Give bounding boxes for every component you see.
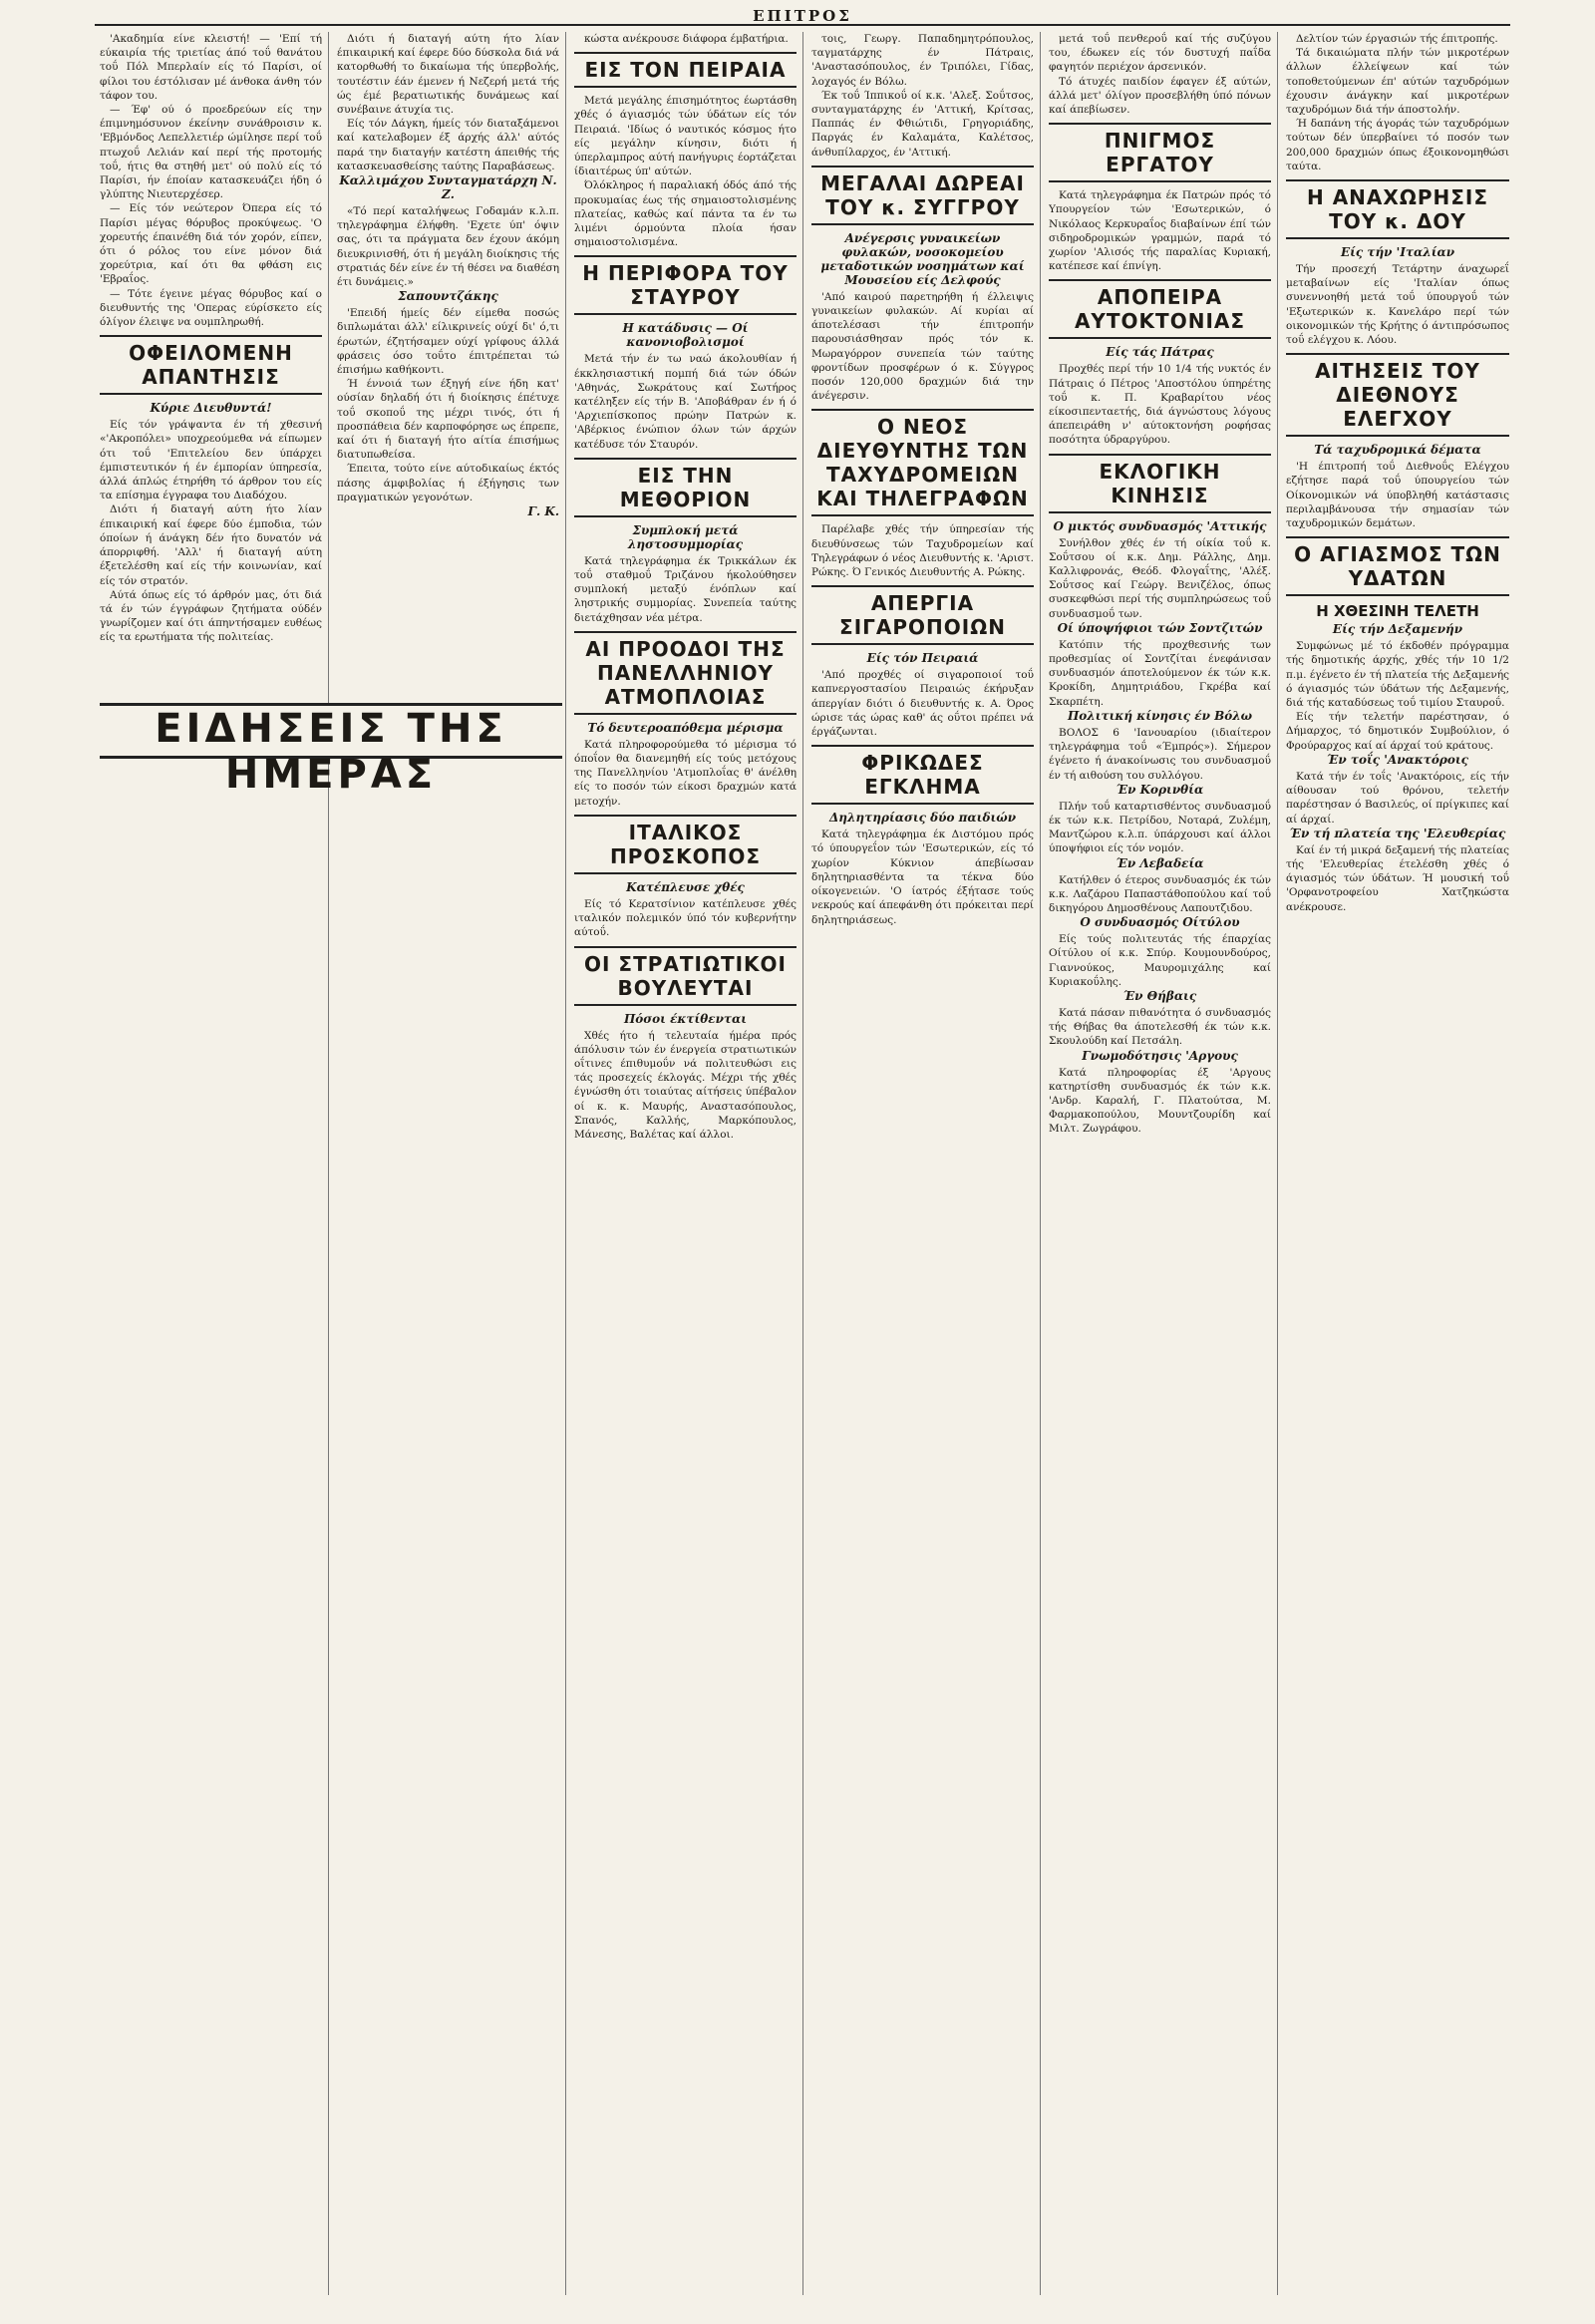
article-paragraph: Είς τόν Δάγκη, ήμείς τόν διαταξάμενοι καί κατελαβομεν έξ άρχής άλλ' αύτός παρά την διαταγήν κατέστη άπειθής τής κατασκευασθείσης ταύτης Παραβάσεως. [337, 118, 559, 172]
article-paragraph: Χθές ήτο ή τελευταία ήμέρα πρός άπόλυσιν τών έν ένεργεία στρατιωτικών οΐτινες έπιθυμοΰν νά πολιτευθώσι εις τάς προσεχείς έκλογάς. Μέχρι τής χθές έγνώσθη ότι τοιαύτας αίτήσεις ύπέβαλον οί κ. κ. Μαυρής, Αναστασόπουλος, Σπανός, Καλλής, Μαρκόπουλος, Μάνεσης, Βαλέτας καί άλλοι. [574, 1029, 797, 1141]
article-kicker: Έν Θήβαις [1122, 988, 1197, 1003]
article-paragraph: — Είς τόν νεώτερον Όπερα είς τό Παρίσι μέγας θόρυβος προκύψεως. 'Ο χορευτής έπαινέθη διά τόν χορόν, είπεν, ότι ό ρόλος του είνε μόνον διά χορεύτρια, καί ότι θα φθάση εις 'Εβραΐος. [100, 202, 322, 286]
article-paragraph: κώστα ανέκρουσε διάφορα έμβατήρια. [584, 33, 789, 45]
article-kicker: Έν τή πλατεία της 'Ελευθερίας [1289, 826, 1506, 840]
article-kicker: Κύριε Διευθυντά! [150, 401, 272, 416]
article-headline: ΑΠΟΠΕΙΡΑ ΑΥΤΟΚΤΟΝΙΑΣ [1049, 279, 1271, 339]
article-paragraph: Κατήλθεν ό έτερος συνδυασμός έκ τών κ.κ. Λαζάρου Παπαστάθοπούλου καί τοΰ δικηγόρου Δημοσθένους Λαπουτζιδου. [1049, 873, 1271, 914]
article-kicker: Είς τάς Πάτρας [1106, 345, 1214, 360]
article-paragraph: Κατά τηλεγράφημα έκ Τρικκάλων έκ τοΰ σταθμοΰ Τριζάνου ήκολούθησεν συμπλοκή μεταξύ ένόπλων καί ληστρικής συμμορίας. Συνεπεία ταύτης διετάχθησαν νέα μέτρα. [574, 554, 797, 624]
article-paragraph: Τό άτυχές παιδίον έφαγεν έξ αύτών, άλλά μετ' όλίγον προσεβλήθη ύπό πόνων καί άπεβίωσεν. [1049, 75, 1271, 117]
article-paragraph: Διότι ή διαταγή αύτη ήτο λίαν έπικαιρική καί έφερε δύο δύσκολα διά νά κατορθωθή το δικαίωμα τής ύπερβολής, τουτέστιν έάν έμενεν ή Νεζερή μετά τής ώς έμέ βερατιωτικής δυνάμεως καί συνέβαινε άτυχία τις. [337, 33, 559, 117]
article-headline: ΦΡΙΚΩΔΕΣ ΕΓΚΛΗΜΑ [811, 745, 1034, 805]
article-headline: ΕΚΛΟΓΙΚΗ ΚΙΝΗΣΙΣ [1049, 454, 1271, 513]
article-paragraph: Συμφώνως μέ τό έκδοθέν πρόγραμμα τής δημοτικής άρχής, χθές τήν 10 1/2 π.μ. έγένετο έν τή πλατεία τής Δεξαμενής ό άγιασμός τών ύδάτων τής Δεξαμενής, διά τής καταδύσεως τοΰ τιμίου Σταυροΰ. [1286, 640, 1509, 710]
article-paragraph: Κατά τήν έν τοΐς 'Ανακτόροις, είς τήν αίθουσαν τού θρόνου, τελετήν παρέστησαν ό Βασιλεύς, οί πρίγκιπες καί αί άρχαί. [1286, 770, 1509, 826]
article-paragraph: Είς τόν γράψαντα έν τή χθεσινή «'Ακροπόλει» υποχρεούμεθα νά είπωμεν ότι τοΰ 'Επιτελείου δεν ύπάρχει έμπιστευτικόν ή έν έμπορίαν ύπηρεσία, άλλά άπλώς έτηρήθη τό άρθρον του είς τα επίσημα έγγραφα του Διαδόχου. [100, 419, 322, 502]
article-paragraph: Συνήλθον χθές έν τή οίκία τοΰ κ. Σοΰτσου οί κ.κ. Δημ. Ράλλης, Δημ. Καλλιφρονάς, Θεόδ. Φλογαΐτης, 'Αλέξ. Σοΰτσος καί Γεώργ. Βενιζέλος, όπως συσκεφθώσι περί τής συμπληρώσεως τοΰ συνδυασμοΰ των. [1049, 536, 1271, 620]
article-paragraph: 'Από προχθές οί σιγαροποιοί τοΰ καπνεργοστασίου Πειραιώς έκήρυξαν άπεργίαν διότι ό διευθυντής κ. Α. Όρος ώρισε τάς ώρας καθ' άς οΰτοι πρέπει νά έργάζωνται. [811, 669, 1034, 739]
article-paragraph: 'Ακαδημία είνε κλειστή! — 'Επί τή εύκαιρία τής τριετίας άπό τοΰ θανάτου τοΰ Πόλ Μπερλαίν είς τό Παρίσι, οί φίλοι του έστόλισαν μέ άνθοκα άνθη τόν τάφον του. [100, 33, 322, 102]
article-kicker: Τά ταχυδρομικά δέματα [1314, 443, 1481, 458]
article-paragraph: Μετά μεγάλης έπισημότητος έωρτάσθη χθές ό άγιασμός τών ύδάτων είς τόν Πειραιά. 'Ιδίως ό ναυτικός κόσμος ήτο είς μεγάλην κίνησιν, διότι ή ύπερλαμπρος αύτή πανήγυρις έορτάζεται ίδιαιτέρως ύπ' αύτών. [574, 95, 797, 178]
article-paragraph: Έκ τοΰ Ίππικοΰ οί κ.κ. 'Αλεξ. Σοΰτσος, συνταγματάρχης έν 'Αττική, Κρίτσας, Παππάς έν Φθιώτιδι, Γρηγοριάδης, Παργάς έν Καλαμάτα, Καλέτσος, άνθυπίλαρχος, έν 'Αττική. [811, 89, 1034, 159]
article-paragraph: Τά δικαιώματα πλήν τών μικροτέρων άλλων έλλείψεων καί τών τοποθετούμενων έπ' αύτών ταχυδρόμων έχουσιν άνάγκην καί μικροτέρων ταχυδρόμων διά τήν άποστολήν. [1286, 47, 1509, 117]
article-paragraph: Ή έννοιά των έξηγή είνε ήδη κατ' ούσίαν δηλαδή ότι ή διοίκησις έπέτυχε τοΰ σκοποΰ της μέχρι τινός, ότι ή προσπάθεια δέν καρποφόρησε ως έπρεπε, καί ότι ή διαταγή ήτο αίτία έπισήμως διατυπωθείσα. [337, 378, 559, 462]
article-headline: Η ΑΝΑΧΩΡΗΣΙΣ ΤΟΥ κ. ΔΟΥ [1286, 179, 1509, 239]
article-paragraph: Κατά τηλεγράφημα έκ Διστόμου πρός τό ύπουργεΐον τών 'Εσωτερικών, είς τό χωρίον Κύκνιον άπεβίωσαν δηλητηριασθέντα τα τέκνα δύο οίκογενειών. 'Ο ίατρός έξήτασε τούς νεκρούς καί άπεφάνθη ότι πρόκειται περί δηλητηριάσεως. [811, 829, 1034, 926]
article-paragraph: Κατά τηλεγράφημα έκ Πατρών πρός τό Υπουργείον τών 'Εσωτερικών, ό Νικόλαος Κερκυραΐος διαβαίνων έπί τών σιδηροδρομικών γραμμών, παρά τό χωρίον 'Αλισός τής παραλίας Κυριακή, κατέπεσε καί έπνίγη. [1049, 189, 1271, 273]
article-paragraph: 'Από καιρού παρετηρήθη ή έλλειψις γυναικείων φυλακών. Αί κυρίαι αί άποτελέσασι τήν έπιτροπήν παρουσιάσθησαν πρός τόν κ. Μωραγόρρον συνεπεία τών ταύτης φροντίδων προσφέρων ό κ. Σύγγρος ποσόν 120,000 δραχμών διά την άνέγερσιν. [811, 290, 1034, 403]
article-paragraph: Όλόκληρος ή παραλιακή όδός άπό τής προκυμαίας έως τής σημαιοστολισμένης πλατείας, καθώς καί πάντα τα έν τω λιμένι όρμούντα πλοία ήσαν σημαιοστολισμένα. [574, 179, 797, 249]
columns-grid [100, 32, 1515, 2295]
article-paragraph: Είς τήν τελετήν παρέστησαν, ό Δήμαρχος, τό δημοτικόν Συμβούλιον, ό Φρούραρχος καί αί άρχαί τού κράτους. [1286, 711, 1509, 752]
article-headline: ΑΠΕΡΓΙΑ ΣΙΓΑΡΟΠΟΙΩΝ [811, 585, 1034, 645]
article-kicker: Είς τήν Δεξαμενήν [1332, 622, 1463, 637]
article-kicker: Ο μικτός συνδυασμός 'Αττικής [1053, 518, 1267, 533]
column-2 [337, 32, 566, 2295]
article-paragraph: Μετά τήν έν τω ναώ άκολουθίαν ή έκκλησιαστική πομπή διά τών όδών 'Αθηνάς, Σωκράτους καί Σωτήρος κατέληξεν είς τήν Β. 'Αποβάθραν έν ή ό 'Αρχιεπίσκοπος πρώην Πατρών κ. 'Αβέρκιος ένώπιον όλων τών άρχών κατέδυσε τόν Σταυρόν. [574, 353, 797, 451]
article-headline: Ο ΑΓΙΑΣΜΟΣ ΤΩΝ ΥΔΑΤΩΝ [1286, 536, 1509, 596]
article-headline: ΕΙΣ ΤΗΝ ΜΕΘΟΡΙΟΝ [574, 458, 797, 517]
article-paragraph: 'Η έπιτροπή τοΰ Διεθνοΰς Ελέγχου εζήτησε παρά τοΰ ύπουργείου τών Οίκονομικών νά ύποβληθή κατάστασις περιλαμβάνουσα τήν σημασίαν τών ταχυδρομικών δεμάτων. [1286, 461, 1509, 530]
article-kicker: Πολιτική κίνησις έν Βόλω [1067, 708, 1253, 723]
article-paragraph: 'Επειδή ήμείς δέν είμεθα ποσώς διπλωμάται άλλ' είλικρινείς ούχί δι' ό,τι έρωτών, έζητήσαμεν ούχί γρίφους άλλά φράσεις όσο τοΰτο έπιτρέπεται τώ έπισήμω καθήκοντι. [337, 307, 559, 377]
article-headline: ΑΙΤΗΣΕΙΣ ΤΟΥ ΔΙΕΘΝΟΥΣ ΕΛΕΓΧΟΥ [1286, 353, 1509, 437]
masthead [95, 6, 1510, 26]
article-paragraph: Δελτίον τών έργασιών τής έπιτροπής. [1296, 33, 1498, 45]
article-kicker: Σαπουντζάκης [398, 289, 498, 304]
article-kicker: Κατέπλευσε χθές [626, 879, 745, 894]
article-kicker: Είς τήν 'Ιταλίαν [1340, 245, 1455, 260]
article-paragraph: Είς τούς πολιτευτάς τής έπαρχίας Οίτύλου οί κ.κ. Σπύρ. Κουμουνδούρος, Γιαννούκος, Μαυρομιχάλης καί Κυριακοΰλης. [1049, 933, 1271, 988]
article-headline: Ο ΝΕΟΣ ΔΙΕΥΘΥΝΤΗΣ ΤΩΝ ΤΑΧΥΔΡΟΜΕΙΩΝ ΚΑΙ ΤΗΛΕΓΡΑΦΩΝ [811, 409, 1034, 516]
column-6 [1286, 32, 1515, 2295]
article-headline: ΑΙ ΠΡΟΟΔΟΙ ΤΗΣ ΠΑΝΕΛΛΗΝΙΟΥ ΑΤΜΟΠΛΟΙΑΣ [574, 631, 797, 715]
article-kicker: Δηλητηρίασις δύο παιδιών [828, 811, 1017, 826]
article-kicker: Τό δευτεροαπόθεμα μέρισμα [587, 720, 784, 735]
article-headline: ΠΝΙΓΜΟΣ ΕΡΓΑΤΟΥ [1049, 123, 1271, 182]
article-paragraph: Κατά πληροφορούμεθα τό μέρισμα τό όποΐον θα διανεμηθή είς τούς μετόχους της Πανελληνίου 'Ατμοπλοΐας θ' άνέλθη είς το ποσόν τών είκοσι δραχμών κατά μετοχήν. [574, 738, 797, 808]
article-kicker: Καλλιμάχου Συνταγματάρχη Ν. Ζ. [339, 173, 557, 202]
article-paragraph: — Τότε έγεινε μέγας θόρυβος καί ο διευθυντής της 'Οπερας εύρίσκετο είς όλίγον έλειψε να ουμπληρωθή. [100, 287, 322, 329]
article-paragraph: — Έφ' ού ό προεδρεύων είς την έπιμνημόσυνον έκείνην συνάθροισιν κ. 'Εβμόνδος Λεπελλετιέρ ώμίλησε περί τοΰ πτωχοΰ Λελιάν καί περί τής προτομής τοΰ, ήτις θα στηθή μετ' ού πολύ είς τό Παρίσι, ήν έποίαν κατασκευάζει ήδη ό γλύπτης Νιευτερχέσερ. [100, 104, 322, 201]
article-paragraph: «Τό περί καταλήψεως Γοδαμάν κ.λ.π. τηλεγράφημα έλήφθη. 'Εχετε ύπ' όψιν σας, ότι τα πράγματα δεν έχουν άκόμη διευκρινισθή, ότι ή μεγάλη διοίκησις τής στρατιάς δέν είνε έν τή θέσει να διαθέση έτι δυνάμεις.» [337, 205, 559, 289]
article-kicker: Πόσοι έκτίθενται [623, 1011, 748, 1026]
article-kicker: Έν Κορινθία [1116, 782, 1204, 797]
article-kicker: Η κατάδυσις — Οί κανονιοβολισμοί [622, 321, 749, 350]
article-kicker: Ανέγερσις γυναικείων φυλακών, νοσοκομείου μεταδοτικών νοσημάτων καί Μουσείου είς Δελφούς [820, 230, 1025, 287]
article-headline: ΜΕΓΑΛΑΙ ΔΩΡΕΑΙ ΤΟΥ κ. ΣΥΓΓΡΟΥ [811, 166, 1034, 225]
article-paragraph: Είς τό Κερατσίνιον κατέπλευσε χθές ιταλικόν πολεμικόν ύπό τόν κυβερνήτην αύτοΰ. [574, 897, 797, 939]
article-kicker: Έν τοΐς 'Ανακτόροις [1327, 752, 1468, 767]
column-3 [574, 32, 803, 2295]
article-paragraph: Ή δαπάνη τής άγοράς τών ταχυδρόμων τούτων δέν ύπερβαίνει τό ποσόν των 200,000 δραχμών όπως έξοικονομηθώσι ταύτα. [1286, 118, 1509, 172]
article-paragraph: Πλήν τοΰ καταρτισθέντος συνδυασμοΰ έκ τών κ.κ. Πετρίδου, Νοταρά, Ζυλέμη, Μαντζώρου κ.λ.π. ύπάρχουσι καί άλλοι ύποψήφιοι είς τόν νομόν. [1049, 800, 1271, 855]
article-paragraph: μετά τοΰ πενθεροΰ καί τής συζύγου του, έδωκεν είς τόν δυστυχή παΐδα φαγητόν περιέχον άρσενικόν. [1049, 33, 1271, 74]
article-kicker: Οί ύποψήφιοι τών Σοντζιτών [1057, 620, 1263, 635]
masthead-title: ΕΠΙΤΡΟΣ [753, 7, 852, 25]
article-paragraph: Έπειτα, τούτο είνε αύτοδικαίως έκτός πάσης άμφιβολίας ή έξήγησις των πραγματικών γεγονότων. [337, 463, 559, 503]
article-paragraph: Αύτά όπως είς τό άρθρόν μας, ότι διά τά έν τών έγγράφων ζητήματα ούδέν γνωρίζομεν καί ότι άπηντήσαμεν ευθέως είς τα ερωτήματα τής πολιτείας. [100, 588, 322, 644]
article-headline: ΟΦΕΙΛΟΜΕΝΗ ΑΠΑΝΤΗΣΙΣ [100, 335, 322, 395]
article-kicker: Γνωμοδότησις 'Αργους [1082, 1048, 1238, 1063]
article-signature: Γ. Κ. [527, 504, 559, 519]
news-of-the-day-banner: ΕΙΔΗΣΕΙΣ ΤΗΣ ΗΜΕΡΑΣ [100, 703, 562, 759]
article-subheadline: Η ΧΘΕΣΙΝΗ ΤΕΛΕΤΗ [1316, 602, 1479, 621]
article-paragraph: Παρέλαβε χθές τήν ύπηρεσίαν τής διευθύνσεως τών Ταχυδρομείων καί Τηλεγράφων ό νέος Διευθυντής κ. 'Αριστ. Ρώκης. Ό Γενικός Διευθυντής Α. Ρώκης. [811, 523, 1034, 579]
article-paragraph: ΒΟΛΟΣ 6 'Ιανουαρίου (ιδιαίτερον τηλεγράφημα τοΰ «Έμπρός»). Σήμερον έγένετο ή άνακοίνωσις του συνδυασμοΰ έν τή αιθούση του συλλόγου. [1049, 726, 1271, 782]
article-paragraph: Τήν προσεχή Τετάρτην άναχωρεΐ μεταβαίνων είς 'Ιταλίαν όπως συνεννοηθή μετά τοΰ ύπουργοΰ τών 'Εξωτερικών κ. Κανελάρο περί τών οικονομικών τής Κρήτης ό άντιπρόσωπος τοΰ ελέγχου κ. Λόου. [1286, 263, 1509, 347]
article-kicker: Συμπλοκή μετά ληστοσυμμορίας [627, 522, 744, 551]
article-kicker: Είς τόν Πειραιά [866, 651, 979, 666]
article-paragraph: Κατά πληροφορίας έξ 'Αργους κατηρτίσθη συνδυασμός έκ τών κ.κ. 'Ανδρ. Καραλή, Γ. Πλατούτσα, Μ. Φαρμακοπούλου, Μουντζουρίδη καί Μιλτ. Ζωγράφου. [1049, 1066, 1271, 1136]
article-headline: Η ΠΕΡΙΦΟΡΑ ΤΟΥ ΣΤΑΥΡΟΥ [574, 255, 797, 315]
article-kicker: Έν Λεβαδεία [1116, 855, 1204, 870]
article-headline: ΕΙΣ ΤΟΝ ΠΕΙΡΑΙΑ [574, 52, 797, 88]
article-headline: ΙΤΑΛΙΚΟΣ ΠΡΟΣΚΟΠΟΣ [574, 815, 797, 874]
article-kicker: Ο συνδυασμός Οίτύλου [1080, 915, 1240, 930]
article-paragraph: Προχθές περί τήν 10 1/4 τής νυκτός έν Πάτραις ό Πέτρος 'Αποστόλου ύπηρέτης τοΰ κ. Π. Κραβαρίτου νέος είκοσιπενταετής, διά άγνώστους λόγους άπεπειράθη ν' αύτοκτονήση ροφήσας ποσότητα ύδραργύρου. [1049, 363, 1271, 447]
article-paragraph: Καί έν τή μικρά δεξαμενή τής πλατείας τής 'Ελευθερίας έτελέσθη χθές ό άγιασμός τών ύδάτων. Ή μουσική τοΰ 'Ορφανοτροφείου Χατζηκώστα ανέκρουσε. [1286, 843, 1509, 913]
article-headline: ΟΙ ΣΤΡΑΤΙΩΤΙΚΟΙ ΒΟΥΛΕΥΤΑΙ [574, 946, 797, 1006]
column-1 [100, 32, 329, 2295]
article-paragraph: τοις, Γεωργ. Παπαδημητρόπουλος, ταγματάρχης έν Πάτραις, 'Αναστασόπουλος, έν Τριπόλει, Γίδας, λοχαγός έν Βόλω. [811, 33, 1034, 88]
article-paragraph: Διότι ή διαταγή αύτη ήτο λίαν έπικαιρική καί έφερε δύο έμποδια, τών όποίων ή άνάγκη δέν ήτο δυνατόν νά άπορριφθή. 'Αλλ' ή διαταγή αύτη έξετελέσθη καί είς τήν κοινωνίαν, καί είς τόν στρατόν. [100, 503, 322, 587]
column-4 [811, 32, 1041, 2295]
article-paragraph: Κατά πάσαν πιθανότητα ό συνδυασμός τής Θήβας θα άποτελεσθή έκ τών κ.κ. Σκουλούδη καί Πετσάλη. [1049, 1006, 1271, 1048]
column-5 [1049, 32, 1278, 2295]
article-paragraph: Κατόπιν τής προχθεσινής των προθεσμίας οί Σοντζίται ένεφάνισαν συνδυασμόν άποτελούμενον έκ τών κ.κ. Κροκίδη, Δημητριάδου, Γκρέβα καί Σκαρπέτη. [1049, 638, 1271, 708]
